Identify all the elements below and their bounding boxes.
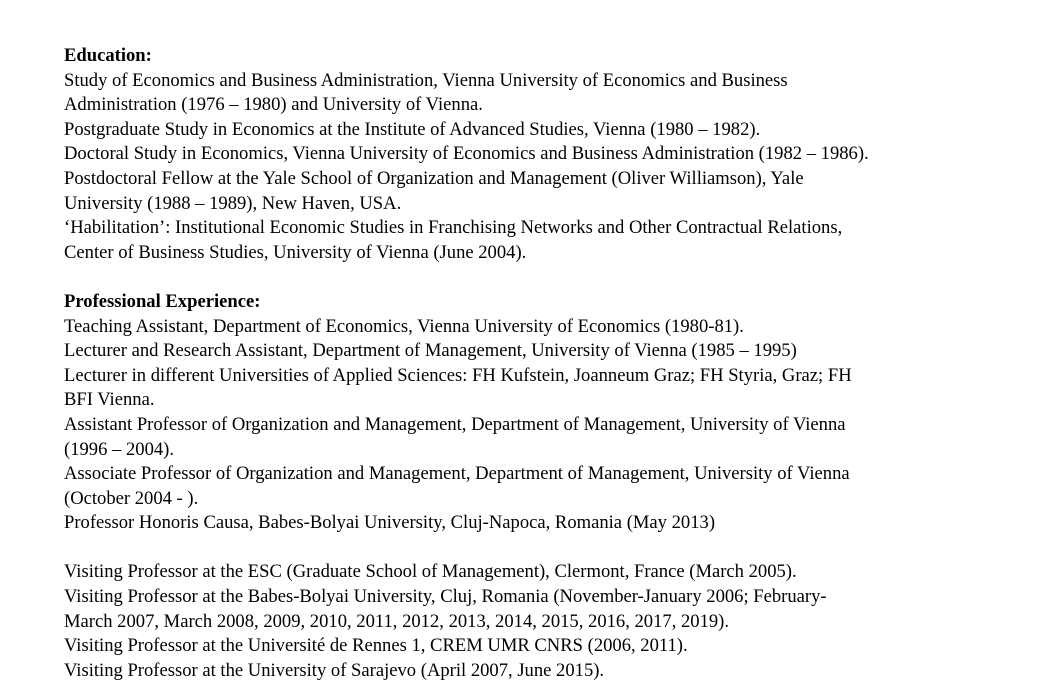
education-heading: Education: — [64, 45, 152, 66]
education-line: University (1988 – 1989), New Haven, USA. — [64, 192, 402, 214]
experience-line: Associate Professor of Organization and Management, Department of Management, University of Vienna — [64, 463, 850, 485]
cv-page — [64, 44, 1044, 683]
visiting-professor-section — [64, 560, 1044, 683]
experience-line: (October 2004 - ). — [64, 487, 199, 509]
experience-line: (1996 – 2004). — [64, 438, 175, 460]
section-spacer — [64, 265, 1044, 290]
visiting-line: Visiting Professor at the ESC (Graduate School of Management), Clermont, France (March 2005). — [64, 561, 797, 583]
visiting-line: Visiting Professor at the University of Sarajevo (April 2007, June 2015). — [64, 659, 605, 681]
education-line: Center of Business Studies, University of Vienna (June 2004). — [64, 241, 527, 263]
experience-line: BFI Vienna. — [64, 389, 155, 411]
section-spacer — [64, 536, 1044, 561]
professional-experience-section — [64, 315, 1044, 536]
visiting-line: Visiting Professor at the Babes-Bolyai University, Cluj, Romania (November-January 2006; February- — [64, 586, 827, 608]
visiting-line: March 2007, March 2008, 2009, 2010, 2011, 2012, 2013, 2014, 2015, 2016, 2017, 2019). — [64, 610, 730, 632]
visiting-line: Visiting Professor at the Université de Rennes 1, CREM UMR CNRS (2006, 2011). — [64, 635, 688, 657]
experience-line: Lecturer and Research Assistant, Department of Management, University of Vienna (1985 – 1995) — [64, 340, 797, 362]
experience-line: Assistant Professor of Organization and Management, Department of Management, University of Vienna — [64, 413, 846, 435]
education-line: ‘Habilitation’: Institutional Economic Studies in Franchising Networks and Other Contractual Relations, — [64, 217, 843, 239]
education-line: Postdoctoral Fellow at the Yale School of Organization and Management (Oliver Williamson), Yale — [64, 167, 804, 189]
professional-experience-heading: Professional Experience: — [64, 290, 261, 312]
experience-line: Professor Honoris Causa, Babes-Bolyai University, Cluj-Napoca, Romania (May 2013) — [64, 512, 716, 534]
education-line: Postgraduate Study in Economics at the Institute of Advanced Studies, Vienna (1980 – 1982). — [64, 118, 761, 140]
education-section — [64, 69, 1044, 266]
education-line: Doctoral Study in Economics, Vienna University of Economics and Business Administration (1982 – 1986). — [64, 143, 869, 165]
education-line: Administration (1976 – 1980) and University of Vienna. — [64, 94, 483, 116]
experience-line: Lecturer in different Universities of Applied Sciences: FH Kufstein, Joanneum Graz; FH Styria, Graz; FH — [64, 364, 852, 386]
experience-line: Teaching Assistant, Department of Economics, Vienna University of Economics (1980-81). — [64, 315, 744, 337]
education-line: Study of Economics and Business Administration, Vienna University of Economics and Business — [64, 69, 788, 91]
